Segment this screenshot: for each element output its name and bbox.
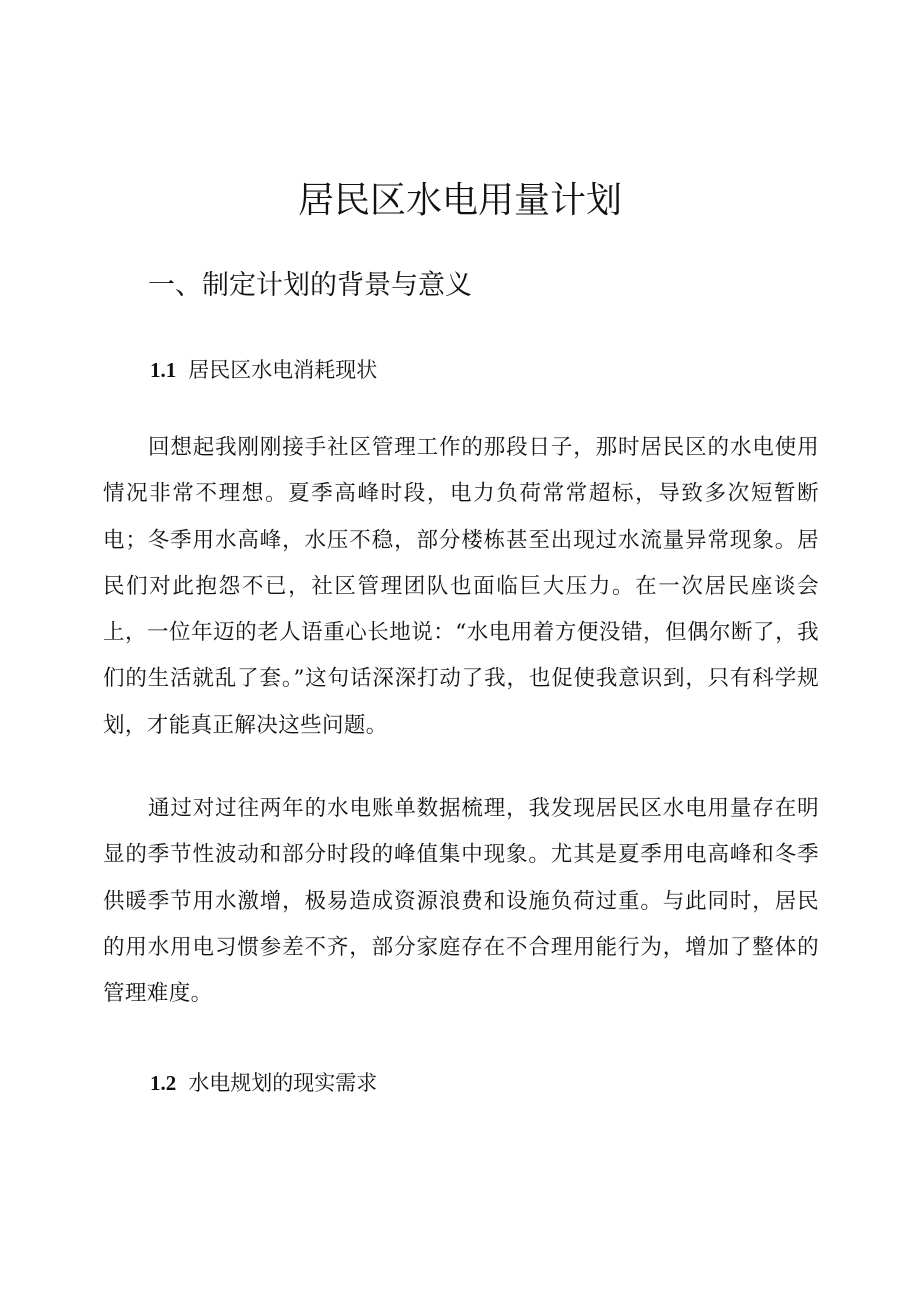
- subsection-number: 1.1: [150, 358, 177, 382]
- paragraph: 回想起我刚刚接手社区管理工作的那段日子，那时居民区的水电使用情况非常不理想。夏季高峰时段，电力负荷常常超标，导致多次短暂断电；冬季用水高峰，水压不稳，部分楼栋甚至出现过水流量异常现象。居民们对此抱怨不已，社区管理团队也面临巨大压力。在一次居民座谈会上，一位年迈的老人语重心长地说：“水电用着方便没错，但偶尔断了，我们的生活就乱了套。”这句话深深打动了我，也促使我意识到，只有科学规划，才能真正解决这些问题。: [103, 435, 819, 738]
- document-title: 居民区水电用量计划: [297, 180, 622, 221]
- paragraph: 通过对过往两年的水电账单数据梳理，我发现居民区水电用量存在明显的季节性波动和部分时段的峰值集中现象。尤其是夏季用电高峰和冬季供暖季节用水激增，极易造成资源浪费和设施负荷过重。与此同时，居民的用水用电习惯参差不齐，部分家庭存在不合理用能行为，增加了整体的管理难度。: [103, 796, 819, 1007]
- subsection-title: 水电规划的现实需求: [188, 1071, 378, 1095]
- subsection-title: 居民区水电消耗现状: [188, 358, 378, 382]
- subsection-heading-1-1: [150, 355, 377, 385]
- section-heading: 一、制定计划的背景与意义: [148, 270, 472, 301]
- subsection-number: 1.2: [150, 1071, 177, 1095]
- subsection-heading-1-2: [150, 1068, 377, 1098]
